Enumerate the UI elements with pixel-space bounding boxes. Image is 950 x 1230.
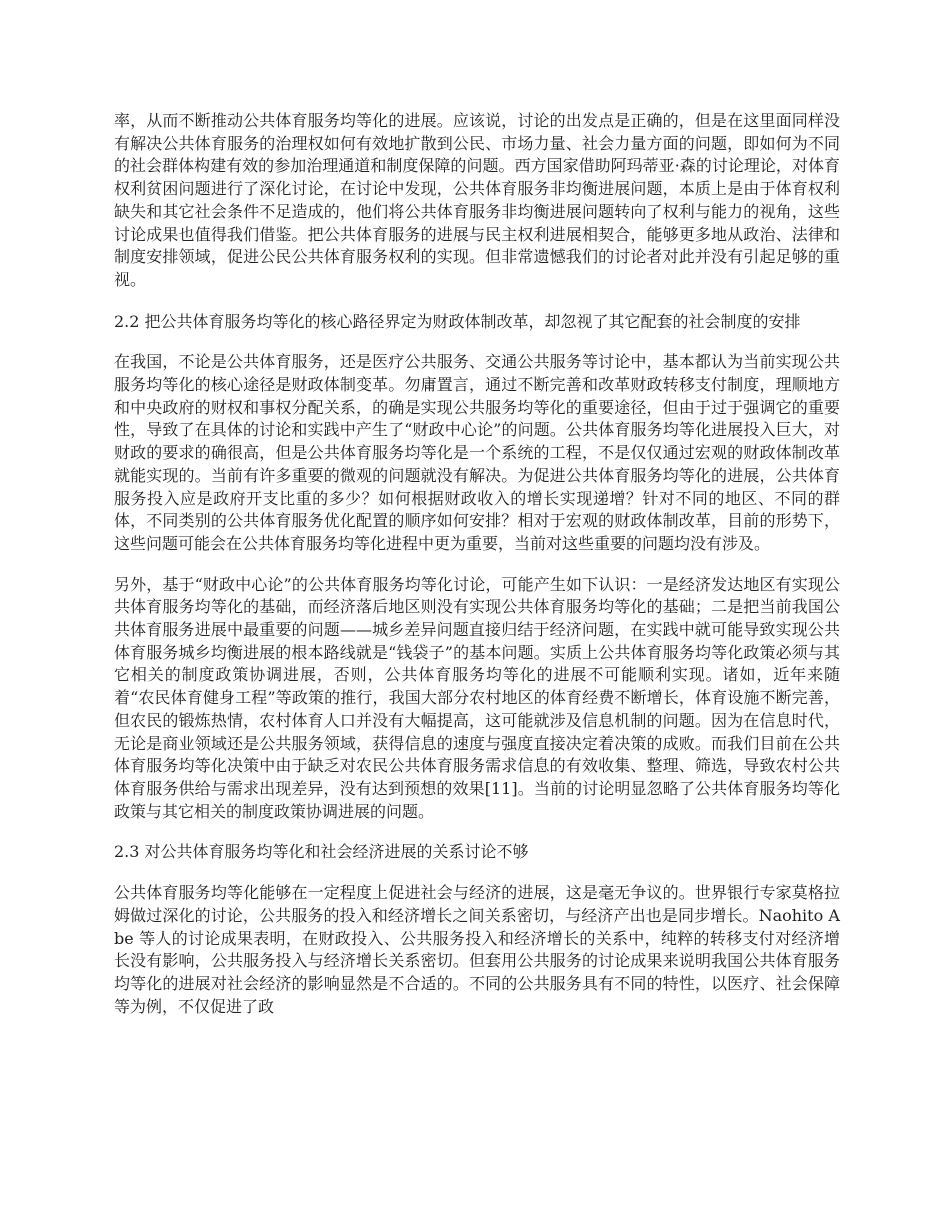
section-heading-2-3: 2.3 对公共体育服务均等化和社会经济进展的关系讨论不够: [114, 842, 529, 862]
paragraph-1: 率，从而不断推动公共体育服务均等化的进展。应该说，讨论的出发点是正确的，但是在这里面同样没有解决公共体育服务的治理权如何有效地扩散到公民、市场力量、社会力量方面的问题，即如何为不同的社会群体构建有效的参加治理通道和制度保障的问题。西方国家借助阿玛蒂亚·森的讨论理论，对体育权利贫困问题进行了深化讨论，在讨论中发现，公共体育服务非均衡进展问题，本质上是由于体育权利缺失和其它社会条件不足造成的，他们将公共体育服务非均衡进展问题转向了权利与能力的视角，这些讨论成果也值得我们借鉴。把公共体育服务的进展与民主权利进展相契合，能够更多地从政治、法律和制度安排领域，促进公民公共体育服务权利的实现。但非常遗憾我们的讨论者对此并没有引起足够的重视。: [114, 111, 840, 289]
paragraph-2: 在我国，不论是公共体育服务，还是医疗公共服务、交通公共服务等讨论中，基本都认为当前实现公共服务均等化的核心途径是财政体制变革。勿庸置言，通过不断完善和改革财政转移支付制度，理顺地方和中央政府的财权和事权分配关系，的确是实现公共服务均等化的重要途径，但由于过于强调它的重要性，导致了在具体的讨论和实践中产生了“财政中心论”的问题。公共体育服务均等化进展投入巨大，对财政的要求的确很高，但是公共体育服务均等化是一个系统的工程，不是仅仅通过宏观的财政体制改革就能实现的。当前有许多重要的微观的问题就没有解决。为促进公共体育服务均等化的进展，公共体育服务投入应是政府开支比重的多少？如何根据财政收入的增长实现递增？针对不同的地区、不同的群体，不同类别的公共体育服务优化配置的顺序如何安排？相对于宏观的财政体制改革，目前的形势下，这些问题可能会在公共体育服务均等化进程中更为重要，当前对这些重要的问题均没有涉及。: [114, 352, 840, 553]
document-page: [114, 110, 840, 1036]
paragraph-3: 另外，基于“财政中心论”的公共体育服务均等化讨论，可能产生如下认识：一是经济发达地区有实现公共体育服务均等化的基础，而经济落后地区则没有实现公共体育服务均等化的基础；二是把当前我国公共体育服务进展中最重要的问题——城乡差异问题直接归结于经济问题，在实践中就可能导致实现公共体育服务城乡均衡进展的根本路线就是“钱袋子”的基本问题。实质上公共体育服务均等化政策必须与其它相关的制度政策协调进展，否则，公共体育服务均等化的进展不可能顺利实现。诸如，近年来随着“农民体育健身工程”等政策的推行，我国大部分农村地区的体育经费不断增长，体育设施不断完善，但农民的锻炼热情，农村体育人口并没有大幅提高，这可能就涉及信息机制的问题。因为在信息时代，无论是商业领域还是公共服务领域，获得信息的速度与强度直接决定着决策的成败。而我们目前在公共体育服务均等化决策中由于缺乏对农民公共体育服务需求信息的有效收集、整理、筛选，导致农村公共体育服务供给与需求出现差异，没有达到预想的效果[11]。当前的讨论明显忽略了公共体育服务均等化政策与其它相关的制度政策协调进展的问题。: [114, 574, 840, 821]
section-heading-2-2: 2.2 把公共体育服务均等化的核心路径界定为财政体制改革，却忽视了其它配套的社会制度的安排: [114, 311, 801, 331]
paragraph-4: 公共体育服务均等化能够在一定程度上促进社会与经济的进展，这是毫无争议的。世界银行专家莫格拉姆做过深化的讨论，公共服务的投入和经济增长之间关系密切，与经济产出也是同步增长。Naohito Abe 等人的讨论成果表明，在财政投入、公共服务投入和经济增长的关系中，纯粹的转移支付对经济增长没有影响，公共服务投入与经济增长关系密切。但套用公共服务的讨论成果来说明我国公共体育服务均等化的进展对社会经济的影响显然是不合适的。不同的公共服务具有不同的特性，以医疗、社会保障等为例，不仅促进了政: [114, 883, 840, 1016]
